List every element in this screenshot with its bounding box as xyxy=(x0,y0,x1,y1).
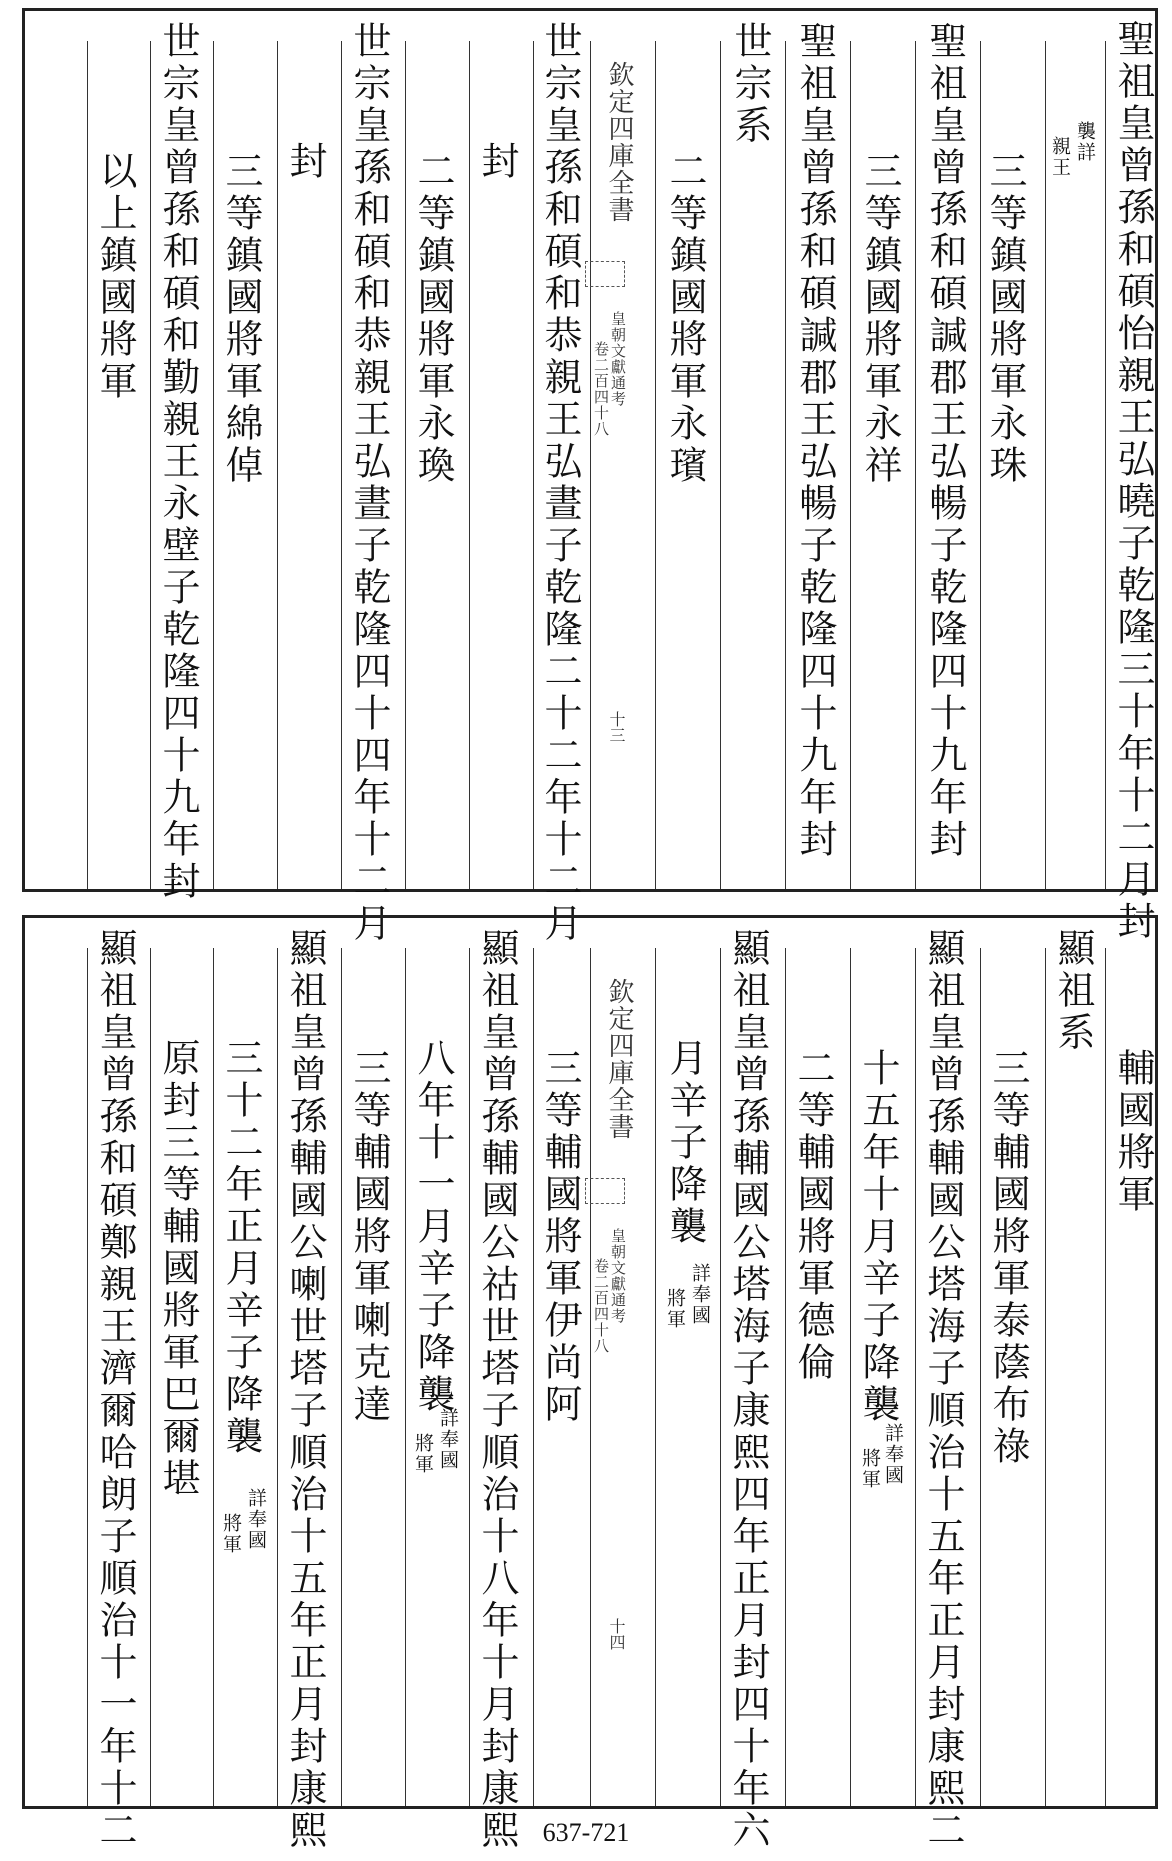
column-rule xyxy=(720,948,721,1806)
column-rule xyxy=(720,41,721,889)
text-column: 三十二年正月辛子降襲 xyxy=(219,1038,263,1458)
column-rule xyxy=(87,948,88,1806)
column-rule xyxy=(405,948,406,1806)
margin-book-title: 欽定四庫全書 xyxy=(604,978,634,1140)
column-rule xyxy=(87,41,88,889)
column-rule xyxy=(533,948,534,1806)
text-column: 封 xyxy=(475,141,519,183)
column-rule xyxy=(785,41,786,889)
margin-volume: 卷二百四十八 xyxy=(592,1258,610,1354)
text-column: 月辛子降襲 xyxy=(663,1038,707,1248)
column-rule xyxy=(1045,948,1046,1806)
text-column: 原封三等輔國將軍巴爾堪 xyxy=(156,1038,200,1500)
annotation-note: 親王 xyxy=(1049,136,1071,178)
text-column: 世宗皇孫和碩和恭親王弘晝子乾隆二十二年十二月 xyxy=(538,21,582,945)
column-rule xyxy=(533,41,534,889)
column-rule xyxy=(980,948,981,1806)
margin-volume: 卷二百四十八 xyxy=(592,341,610,437)
column-rule xyxy=(655,948,656,1806)
annotation-note: 將軍 xyxy=(859,1448,881,1490)
annotation-note: 襲詳 xyxy=(1074,121,1096,163)
fishtail-mark xyxy=(585,1178,625,1204)
text-column: 顯祖皇曾孫輔國公喇世塔子順治十五年正月封康熙 xyxy=(283,928,327,1852)
column-rule xyxy=(277,41,278,889)
column-rule xyxy=(150,41,151,889)
text-column: 三等鎮國將軍綿倬 xyxy=(219,151,263,487)
column-rule xyxy=(590,948,591,1806)
column-rule xyxy=(213,41,214,889)
annotation-note: 將軍 xyxy=(412,1433,434,1475)
annotation-note: 詳奉國 xyxy=(437,1408,459,1471)
column-rule xyxy=(213,948,214,1806)
annotation-note: 將軍 xyxy=(664,1288,686,1330)
column-rule xyxy=(277,948,278,1806)
folio-number: 十三 xyxy=(607,711,626,743)
text-column: 世宗皇曾孫和碩和勤親王永壁子乾隆四十九年封 xyxy=(156,21,200,903)
column-rule xyxy=(469,41,470,889)
column-rule xyxy=(850,948,851,1806)
text-column: 以上鎮國將軍 xyxy=(93,151,137,403)
column-rule xyxy=(1105,41,1106,889)
column-rule xyxy=(341,948,342,1806)
text-column: 顯祖系 xyxy=(1051,928,1095,1054)
annotation-note: 將軍 xyxy=(220,1513,242,1555)
column-rule xyxy=(405,41,406,889)
text-column: 八年十一月辛子降襲 xyxy=(411,1038,455,1416)
column-rule xyxy=(915,41,916,889)
text-column: 二等輔國將軍德倫 xyxy=(791,1048,835,1384)
folio-number: 十四 xyxy=(607,1618,626,1650)
page-reference-number: 637-721 xyxy=(542,1818,630,1847)
text-column: 十五年十月辛子降襲 xyxy=(856,1048,900,1426)
text-column: 聖祖皇曾孫和碩怡親王弘曉子乾隆三十年十二月封 xyxy=(1111,19,1155,943)
annotation-note: 詳奉國 xyxy=(689,1263,711,1326)
text-column: 聖祖皇曾孫和碩諴郡王弘暢子乾隆四十九年封 xyxy=(793,21,837,861)
text-column: 顯祖皇曾孫輔國公塔海子順治十五年正月封康熙二 xyxy=(921,928,965,1852)
text-column: 三等輔國將軍泰蔭布祿 xyxy=(986,1048,1030,1468)
text-column: 顯祖皇曾孫和碩鄭親王濟爾哈朗子順治十一年十二 xyxy=(93,928,137,1852)
fishtail-mark xyxy=(585,261,625,287)
annotation-note: 詳奉國 xyxy=(245,1488,267,1551)
annotation-note: 詳奉國 xyxy=(882,1423,904,1486)
column-rule xyxy=(150,948,151,1806)
text-column: 三等鎮國將軍永祥 xyxy=(858,151,902,487)
column-rule xyxy=(785,948,786,1806)
column-rule xyxy=(655,41,656,889)
margin-book-subtitle: 皇朝文獻通考 xyxy=(609,311,627,407)
column-rule xyxy=(1045,41,1046,889)
column-rule xyxy=(469,948,470,1806)
text-column: 三等輔國將軍伊尚阿 xyxy=(538,1048,582,1426)
column-rule xyxy=(341,41,342,889)
text-column: 三等鎮國將軍永珠 xyxy=(983,151,1027,487)
column-rule xyxy=(980,41,981,889)
text-column: 封 xyxy=(283,141,327,183)
text-column: 世宗系 xyxy=(728,21,772,147)
column-rule xyxy=(915,948,916,1806)
text-column: 顯祖皇曾孫輔國公塔海子康熙四年正月封四十年六 xyxy=(726,928,770,1852)
margin-book-subtitle: 皇朝文獻通考 xyxy=(609,1228,627,1324)
text-column: 世宗皇孫和碩和恭親王弘晝子乾隆四十四年十二月 xyxy=(347,21,391,945)
margin-book-title: 欽定四庫全書 xyxy=(604,61,634,223)
text-column: 三等輔國將軍喇克達 xyxy=(347,1048,391,1426)
text-column: 顯祖皇曾孫輔國公祜世塔子順治十八年十月封康熙 xyxy=(475,928,519,1852)
text-column: 二等鎮國將軍永璸 xyxy=(663,151,707,487)
column-rule xyxy=(590,41,591,889)
column-rule xyxy=(1105,948,1106,1806)
text-column: 聖祖皇曾孫和碩諴郡王弘暢子乾隆四十九年封 xyxy=(923,21,967,861)
text-column: 二等鎮國將軍永瑍 xyxy=(411,151,455,487)
top-text-panel xyxy=(22,8,1158,945)
text-column: 輔國將軍 xyxy=(1111,1048,1155,1216)
column-rule xyxy=(850,41,851,889)
